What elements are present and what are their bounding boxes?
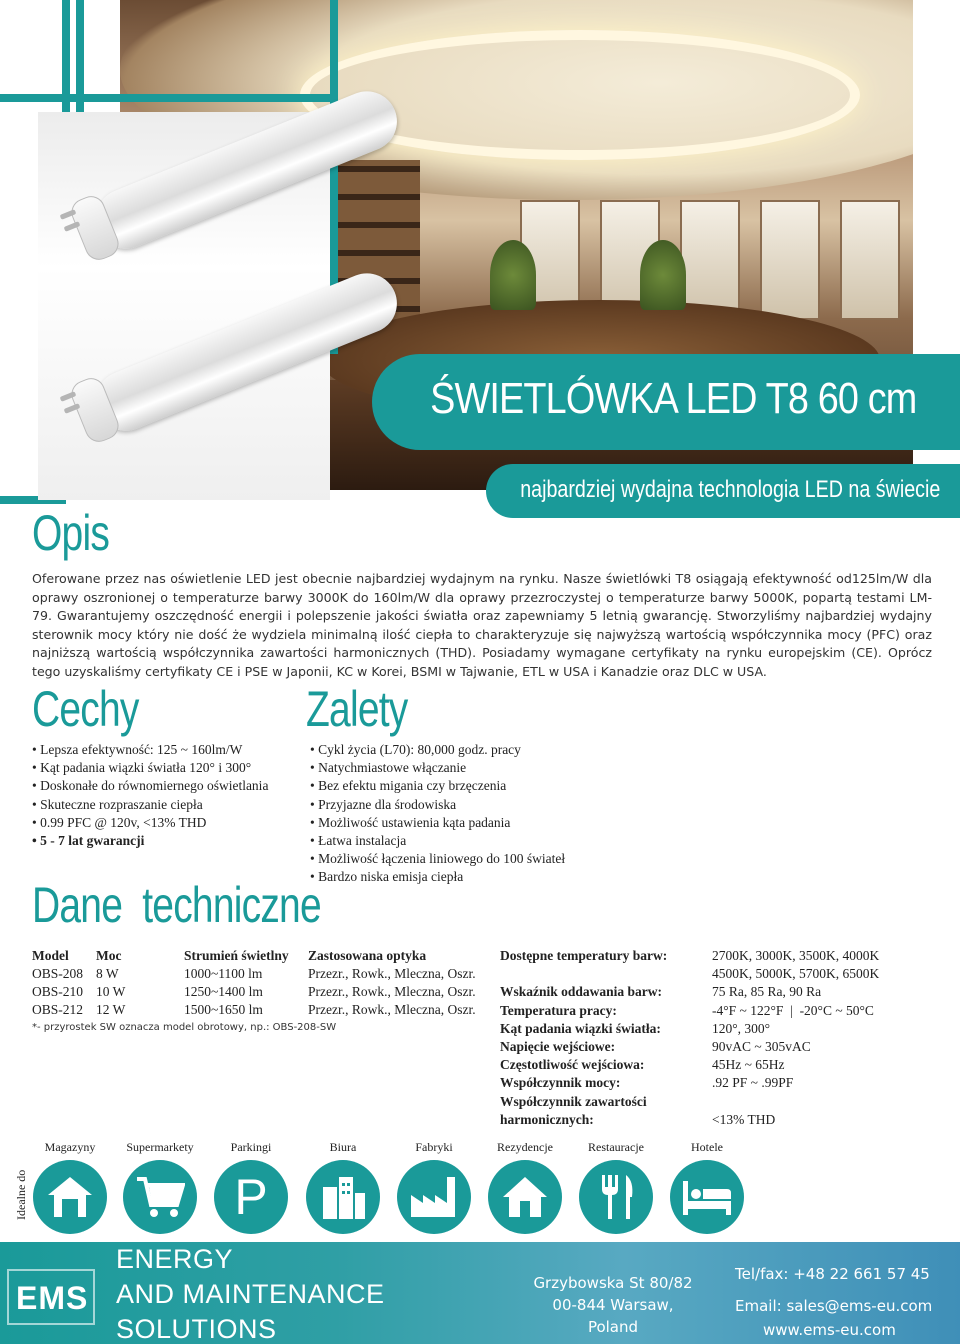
list-item: • Cykl życia (L70): 80,000 godz. pracy [310,741,565,759]
category-label: Magazyny [44,1140,96,1154]
office-building-icon [306,1160,380,1234]
table-cell: 12 W [96,1002,126,1017]
table-cell: Przezr., Rowk., Mleczna, Oszr. [308,966,476,981]
cechy-heading: Cechy [32,681,139,737]
list-item: • Skuteczne rozpraszanie ciepła [32,796,268,814]
list-item: • 5 - 7 lat gwarancji [32,832,268,850]
table-cell: Przezr., Rowk., Mleczna, Oszr. [308,984,476,999]
company-line: SOLUTIONS [116,1314,277,1344]
zalety-heading: Zalety [306,681,408,737]
company-line: AND MAINTENANCE [116,1279,385,1309]
list-item: • Lepsza efektywność: 125 ~ 160lm/W [32,741,268,759]
spec-value: 75 Ra, 85 Ra, 90 Ra [712,984,822,1000]
column-header: Zastosowana optyka [308,948,427,963]
hero-section [0,0,960,490]
spec-label: harmonicznych: [500,1111,594,1127]
list-item: • Możliwość ustawienia kąta padania [310,814,565,832]
list-item: • Natychmiastowe włączanie [310,759,565,777]
description-paragraph: Oferowane przez nas oświetlenie LED jest obecnie najbardziej wydajnym na rynku. Nasze świetlówki T8 osiągają efektywność od125lm/W dla oprawy oszronionej o temperaturze barwy 3000K do 160lm/W dla oprawy przezroczystej o temperaturze barwy 5000K, popartą testami LM-79. Gwarantujemy oszczędność energii i polepszenie jakości światła oraz zapewniamy 5 letnią gwarancję. Stworzyliśmy najbardziej wydajny sterownik mocy który nie dość że wydziela minimalną ilość ciepła to charakteryzuje się najwyższą wartością współczynnika mocy (PFC) oraz najniższą wartością współczynnika zawartości harmonicznych (THD). Posiadamy wymagane certyfikaty na rynku europejskim (CE). Oprócz tego uzyskaliśmy certyfikaty CE i PSE w Japonii, KC w Korei, BSMI w Tajwanie, ETL w USA i Kanadzie oraz DLC w USA. [32,571,932,679]
spec-value: 2700K, 3000K, 3500K, 4000K [712,948,880,963]
category-hotel [661,1140,753,1234]
ideal-for-label: Idealne do [14,1169,28,1220]
category-label: Supermarkety [126,1140,194,1154]
spec-label: Współczynnik mocy: [500,1075,621,1091]
spec-value: -4°F ~ 122°F | -20°C ~ 50°C [712,1002,874,1018]
table-row [32,966,476,984]
spec-value: 4500K, 5000K, 5700K, 6500K [712,966,880,982]
category-label: Biura [329,1140,357,1154]
spec-value: 90vAC ~ 305vAC [712,1038,811,1054]
email-link[interactable]: Email: sales@ems-eu.com [735,1297,933,1315]
product-subtitle: najbardziej wydajna technologia LED na świecie [519,476,940,503]
category-factory [388,1140,480,1234]
product-title: ŚWIETLÓWKA LED T8 60 cm [429,374,916,423]
company-line: ENERGY [116,1244,234,1274]
category-office [297,1140,389,1234]
spec-label: Dostępne temperatury barw: [500,948,668,963]
category-parking [205,1140,297,1234]
category-label: Rezydencje [497,1140,553,1154]
list-item: • Łatwa instalacja [310,832,565,850]
phone-text: Tel/fax: +48 22 661 57 45 [735,1265,930,1283]
spec-value: <13% THD [712,1111,776,1127]
factory-icon [397,1160,471,1234]
warehouse-icon [33,1160,107,1234]
category-label: Fabryki [415,1140,453,1154]
list-item: • Bez efektu migania czy brzęczenia [310,777,565,795]
contact-info [735,1262,932,1342]
category-label: Parkingi [230,1140,272,1154]
list-item: • Możliwość łączenia liniowego do 100 świateł [310,850,565,868]
opis-heading: Opis [32,505,110,561]
title-banner [372,354,960,450]
spec-label: Wskaźnik oddawania barw: [500,984,663,1000]
parking-glyph: P [234,1169,268,1225]
features-list [32,741,268,850]
table-cell: 1500~1650 lm [184,1002,263,1017]
column-header: Moc [96,948,122,963]
company-name [116,1242,385,1344]
table-cell: 1250~1400 lm [184,984,263,999]
list-item: • Bardzo niska emisja ciepła [310,868,565,886]
dane-heading: Dane techniczne [32,877,321,933]
spec-label: Kąt padania wiązki światła: [500,1020,661,1036]
category-supermarket [114,1140,206,1234]
table-cell: 1000~1100 lm [184,966,263,981]
column-header: Model [32,948,69,963]
column-header: Strumień świetlny [184,948,289,963]
spec-label: Współczynnik zawartości [500,1093,647,1109]
table-cell: 8 W [96,966,119,981]
table-row [32,984,476,1002]
ems-logo-text: EMS [16,1280,89,1316]
parking-icon [214,1160,288,1234]
table-cell: Przezr., Rowk., Mleczna, Oszr. [308,1002,476,1017]
address [528,1272,698,1338]
led-tube-product-photo [38,112,330,500]
table-cell: OBS-208 [32,966,84,981]
category-warehouse [24,1140,116,1234]
table-row [32,1002,476,1020]
spec-label: Napięcie wejściowe: [500,1038,616,1054]
spec-label: Temperatura pracy: [500,1002,617,1018]
list-item: • Kąt padania wiązki światła 120° i 300° [32,759,268,777]
advantages-list [310,741,565,887]
category-restaurant [570,1140,662,1234]
spec-value: 120°, 300° [712,1020,771,1036]
table-header-row [32,948,476,966]
list-item: • 0.99 PFC @ 120v, <13% THD [32,814,268,832]
shopping-cart-icon [123,1160,197,1234]
table-cell: OBS-212 [32,1002,84,1017]
model-footnote: *- przyrostek SW oznacza model obrotowy, np.: OBS-208-SW [32,1022,337,1033]
address-line: 00-844 Warsaw, Poland [552,1296,674,1336]
spec-value: .92 PF ~ .99PF [712,1075,794,1091]
footer [0,1242,960,1344]
list-item: • Przyjazne dla środowiska [310,796,565,814]
house-icon [488,1160,562,1234]
cutlery-icon [579,1160,653,1234]
category-label: Hotele [691,1140,723,1154]
address-line: Grzybowska St 80/82 [533,1274,693,1292]
subtitle-banner [486,464,960,518]
table-cell: OBS-210 [32,984,84,999]
hotel-icon [670,1160,744,1234]
category-residence [479,1140,571,1234]
spec-label: Częstotliwość wejściowa: [500,1057,645,1073]
category-label: Restauracje [588,1140,644,1154]
table-cell: 10 W [96,984,126,999]
spec-value: 45Hz ~ 65Hz [712,1057,785,1073]
list-item: • Doskonałe do równomiernego oświetlania [32,777,268,795]
website-link[interactable]: www.ems-eu.com [763,1321,896,1339]
models-table [32,948,476,1020]
